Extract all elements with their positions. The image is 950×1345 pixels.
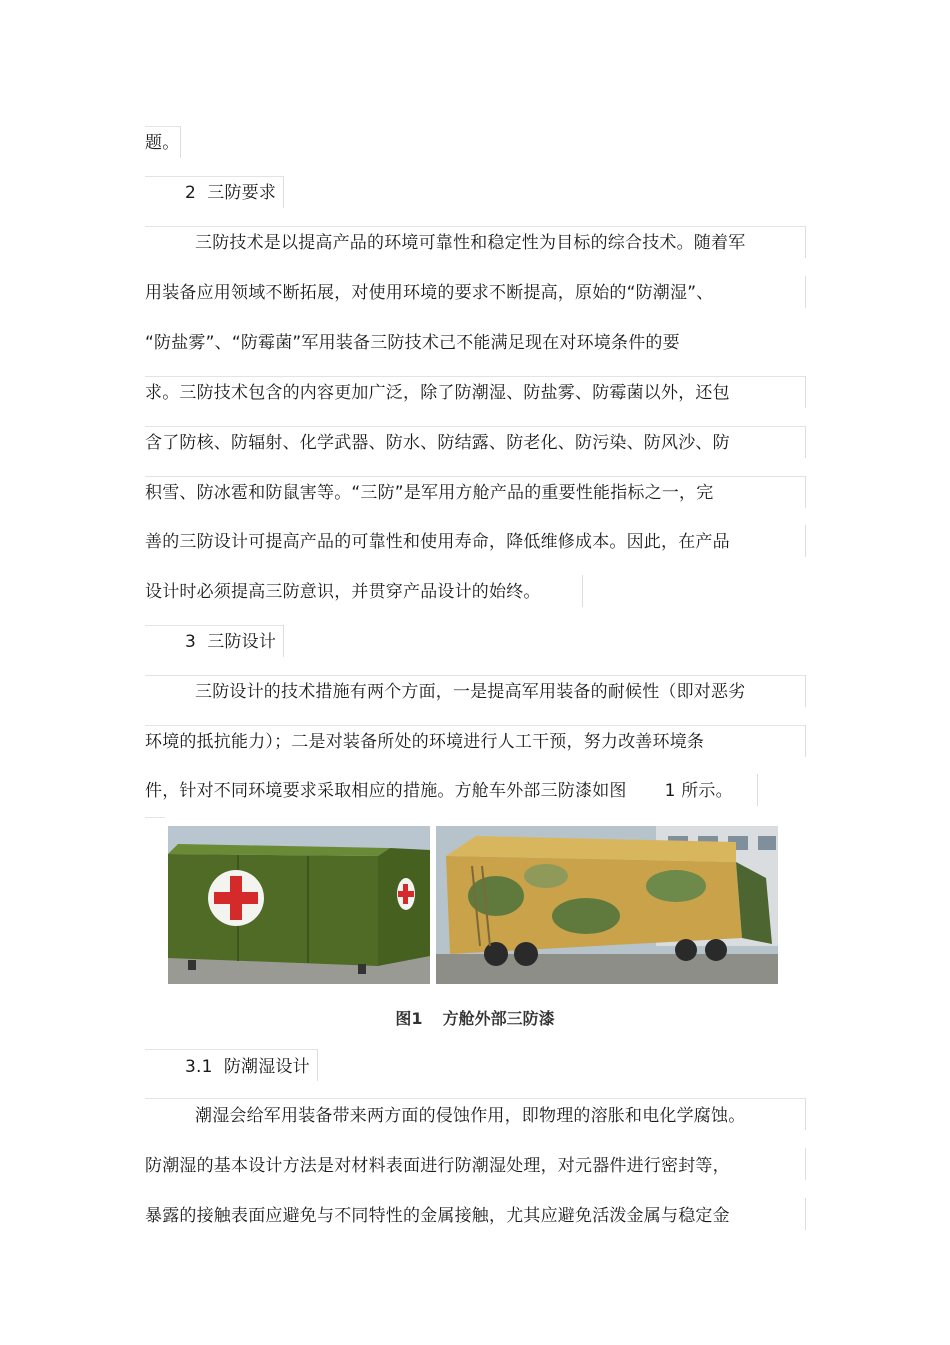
divider (757, 774, 758, 806)
divider (805, 1198, 806, 1230)
figure-caption (0, 1006, 950, 1029)
text-line: 三防设计的技术措施有两个方面，一是提高军用装备的耐候性（即对恶劣 (195, 682, 746, 702)
divider (145, 376, 805, 377)
section-number: 2 (185, 183, 197, 203)
text-line: 用装备应用领域不断拓展，对使用环境的要求不断提高，原始的“防潮湿”、 (145, 283, 714, 303)
divider (145, 1098, 805, 1099)
text-line: “防盐雾”、“防霉菌”军用装备三防技术己不能满足现在对环境条件的要 (145, 333, 680, 353)
section-title: 三防要求 (207, 183, 277, 203)
divider (145, 725, 805, 726)
divider (145, 226, 805, 227)
photo-camouflage-truck (436, 826, 778, 984)
divider (805, 376, 806, 408)
text-line: 防潮湿的基本设计方法是对材料表面进行防潮湿处理，对元器件进行密封等， (145, 1156, 730, 1176)
divider (805, 426, 806, 458)
divider (145, 675, 805, 676)
text-segment: 件，针对不同环境要求采取相应的措施。方舱车外部三防漆如图 (145, 781, 627, 801)
divider (805, 675, 806, 707)
text-line: 潮湿会给军用装备带来两方面的侵蚀作用，即物理的溶胀和电化学腐蚀。 (195, 1106, 746, 1126)
text-line: 善的三防设计可提高产品的可靠性和使用寿命，降低维修成本。因此，在产品 (145, 532, 730, 552)
divider (805, 1098, 806, 1130)
divider (145, 625, 283, 626)
divider (582, 575, 583, 607)
text-line (145, 779, 733, 803)
figure-shelter-photos (168, 826, 778, 984)
divider (805, 476, 806, 508)
section-number: 3 (185, 632, 197, 652)
divider (317, 1049, 318, 1081)
text-line: 积雪、防冰雹和防鼠害等。“三防”是军用方舱产品的重要性能指标之一，完 (145, 483, 714, 503)
divider (283, 176, 284, 208)
section-title: 防潮湿设计 (223, 1057, 310, 1077)
section-heading-2 (185, 181, 276, 205)
figure-reference: 1 所示。 (664, 781, 733, 801)
divider (145, 126, 180, 127)
divider (805, 226, 806, 258)
figure-title: 方舱外部三防漆 (442, 1009, 555, 1028)
divider (805, 525, 806, 557)
divider (805, 1148, 806, 1180)
text-line: 三防技术是以提高产品的环境可靠性和稳定性为目标的综合技术。随着军 (195, 233, 746, 253)
text-line: 设计时必须提高三防意识，并贯穿产品设计的始终。 (145, 582, 541, 602)
divider (805, 276, 806, 308)
divider (145, 1049, 317, 1050)
text-line: 含了防核、防辐射、化学武器、防水、防结露、防老化、防污染、防风沙、防 (145, 433, 730, 453)
divider (283, 625, 284, 657)
divider (145, 176, 283, 177)
section-title: 三防设计 (207, 632, 277, 652)
divider (805, 725, 806, 757)
section-number: 3.1 (185, 1057, 213, 1077)
figure-number: 图1 (395, 1009, 423, 1028)
section-heading-3 (185, 630, 276, 654)
divider (145, 426, 805, 427)
divider (180, 126, 181, 158)
section-heading-3-1 (185, 1055, 310, 1079)
divider (145, 476, 805, 477)
divider (145, 817, 165, 818)
text-line: 环境的抵抗能力）；二是对装备所处的环境进行人工干预，努力改善环境条 (145, 732, 705, 752)
text-line: 暴露的接触表面应避免与不同特性的金属接触，尤其应避免活泼金属与稳定金 (145, 1206, 730, 1226)
text-line: 求。三防技术包含的内容更加广泛，除了防潮湿、防盐雾、防霉菌以外，还包 (145, 383, 730, 403)
photo-medical-shelter (168, 826, 430, 984)
text-line: 题。 (145, 133, 180, 153)
